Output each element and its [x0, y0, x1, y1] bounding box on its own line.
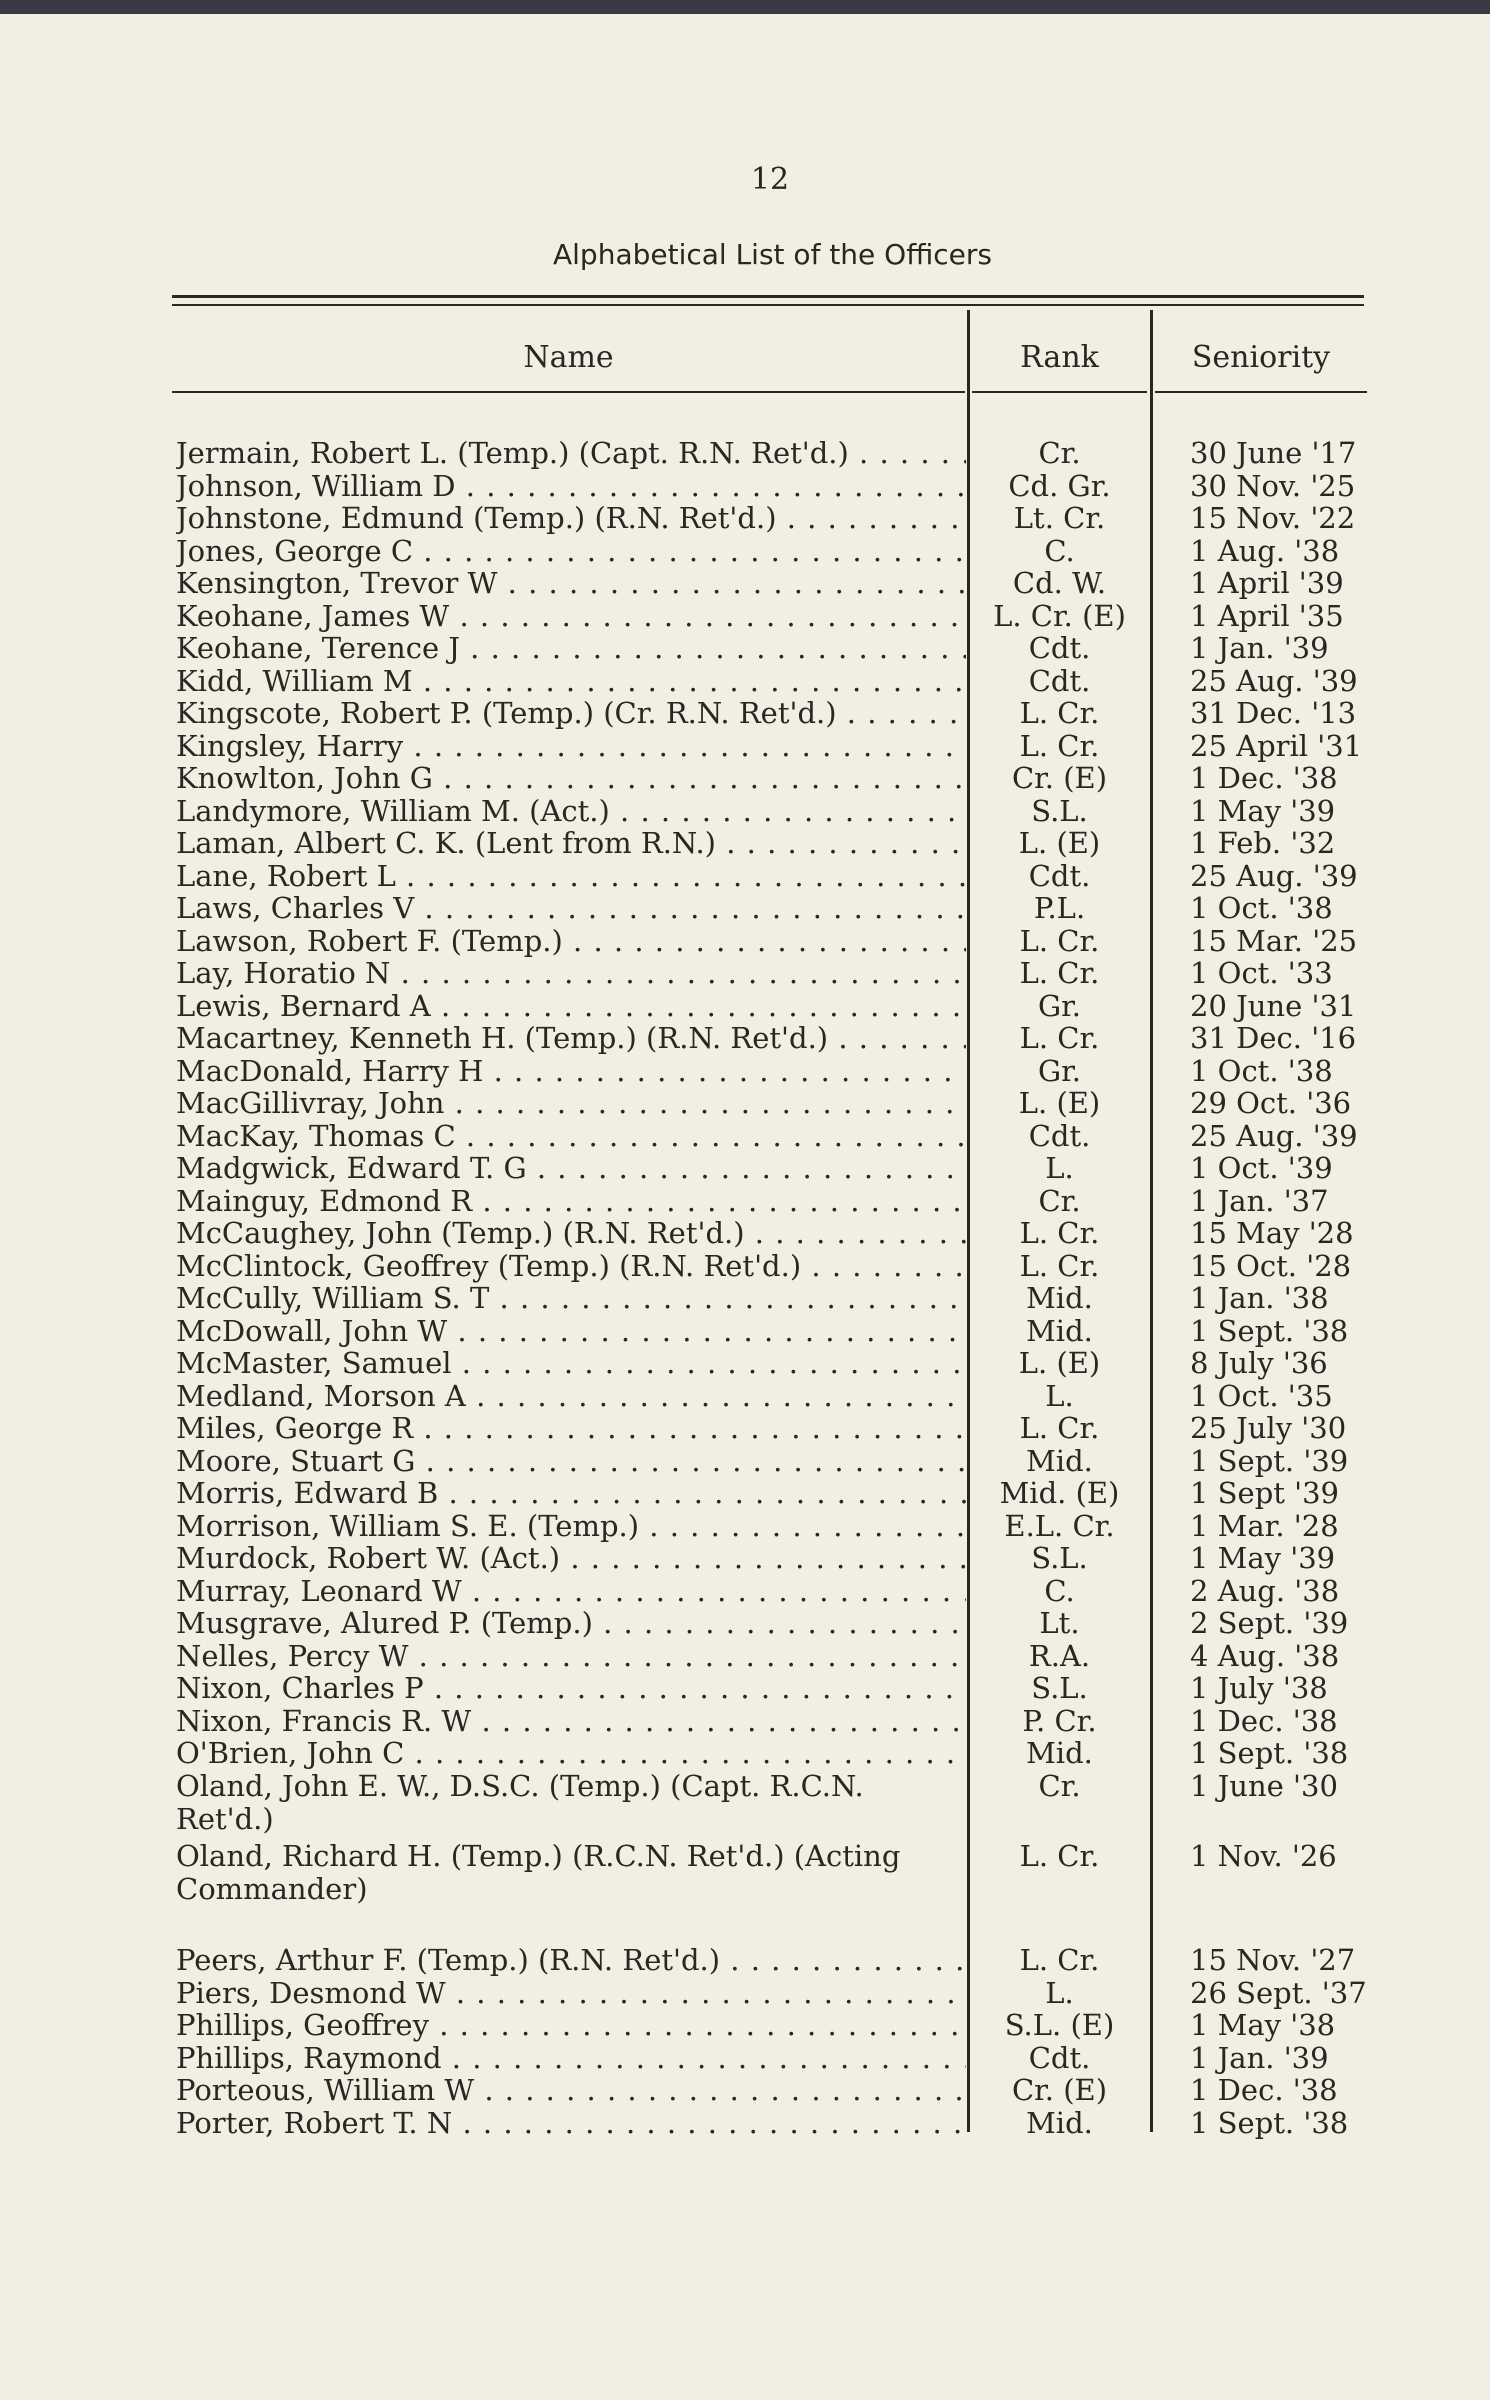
column-divider-name-rank: [967, 310, 970, 2132]
officer-seniority: 1 May '39: [1190, 1541, 1336, 1575]
officer-name: Macartney, Kenneth H. (Temp.) (R.N. Ret'd.) . . .: [176, 1022, 966, 1055]
officer-seniority: 1 Sept. '39: [1190, 1444, 1349, 1478]
officer-name: Miles, George R . . .: [176, 1412, 966, 1445]
officer-name: Oland, Richard H. (Temp.) (R.C.N. Ret'd.) (Acting Commander): [176, 1839, 901, 1906]
officer-seniority: 1 April '35: [1190, 599, 1344, 633]
officer-rank: Cdt.: [1028, 664, 1091, 698]
officer-seniority: 30 June '17: [1190, 436, 1357, 470]
officer-rank: L. Cr.: [1019, 1216, 1100, 1250]
officer-rank: Mid. (E): [999, 1476, 1120, 1510]
officer-seniority: 1 Oct. '33: [1190, 956, 1333, 990]
officer-name: Oland, John E. W., D.S.C. (Temp.) (Capt. R.C.N. Ret'd.): [176, 1769, 864, 1836]
officer-seniority: 1 Aug. '38: [1190, 534, 1340, 568]
officer-seniority: 1 Sept '39: [1190, 1476, 1340, 1510]
officer-rank: L.: [1045, 1151, 1074, 1185]
officer-rank: L. Cr. (E): [993, 599, 1126, 633]
officer-name: Johnson, William D . . .: [176, 470, 966, 503]
officer-rank: E.L. Cr.: [1004, 1509, 1115, 1543]
officer-rank: R.A.: [1028, 1639, 1091, 1673]
column-divider-rank-seniority: [1150, 310, 1153, 2132]
officer-rank: C.: [1044, 534, 1075, 568]
officer-name: Jermain, Robert L. (Temp.) (Capt. R.N. Ret'd.) . . .: [176, 437, 966, 470]
officer-name: Keohane, James W . . .: [176, 600, 966, 633]
officer-name: Madgwick, Edward T. G . . .: [176, 1152, 966, 1185]
officer-rank: L. (E): [1018, 1086, 1101, 1120]
officer-rank: Cdt.: [1028, 2041, 1091, 2075]
officer-name: Phillips, Geoffrey . . .: [176, 2009, 966, 2042]
officer-rank: L. Cr.: [1019, 1411, 1100, 1445]
officer-rank: L. Cr.: [1019, 924, 1100, 958]
officer-name: Kingscote, Robert P. (Temp.) (Cr. R.N. Ret'd.) . . .: [176, 697, 966, 730]
officer-name: MacDonald, Harry H . . .: [176, 1055, 966, 1088]
officer-name: Morris, Edward B . . .: [176, 1477, 966, 1510]
officer-name: Laws, Charles V . . .: [176, 892, 966, 925]
officer-rank: Gr.: [1037, 1054, 1082, 1088]
officer-rank: L. Cr.: [1019, 956, 1100, 990]
officer-seniority: 1 Sept. '38: [1190, 1314, 1349, 1348]
title-rule-bottom: [172, 304, 1364, 306]
officer-seniority: 15 Mar. '25: [1190, 924, 1358, 958]
officer-name: Murdock, Robert W. (Act.) . . .: [176, 1542, 966, 1575]
officer-seniority: 1 Dec. '38: [1190, 2073, 1338, 2107]
officer-seniority: 1 Jan. '38: [1190, 1281, 1329, 1315]
header-rule-rank: [972, 391, 1147, 393]
officer-seniority: 25 Aug. '39: [1190, 859, 1358, 893]
title-rule-top: [172, 295, 1364, 298]
officer-name: McCaughey, John (Temp.) (R.N. Ret'd.) . . .: [176, 1217, 966, 1250]
officer-name: Knowlton, John G . . .: [176, 762, 966, 795]
officer-seniority: 4 Aug. '38: [1190, 1639, 1340, 1673]
officer-seniority: 1 Dec. '38: [1190, 1704, 1338, 1738]
header-rule-seniority: [1155, 391, 1367, 393]
officer-seniority: 8 July '36: [1190, 1346, 1328, 1380]
officer-seniority: 25 April '31: [1190, 729, 1363, 763]
officer-name: McDowall, John W . . .: [176, 1315, 966, 1348]
officer-name: Nixon, Charles P . . .: [176, 1672, 966, 1705]
officer-seniority: 15 May '28: [1190, 1216, 1354, 1250]
officer-seniority: 1 Mar. '28: [1190, 1509, 1339, 1543]
officer-rank: Mid.: [1026, 1736, 1093, 1770]
officer-seniority: 15 Nov. '22: [1190, 501, 1356, 535]
officer-name: Peers, Arthur F. (Temp.) (R.N. Ret'd.) . . .: [176, 1944, 966, 1977]
officer-rank: Cr.: [1038, 436, 1081, 470]
officer-name: Phillips, Raymond . . .: [176, 2042, 966, 2075]
officer-name: Medland, Morson A . . .: [176, 1380, 966, 1413]
officer-name: O'Brien, John C . . .: [176, 1737, 966, 1770]
header-rule-name: [172, 391, 965, 393]
officer-seniority: 25 Aug. '39: [1190, 664, 1358, 698]
officer-name: McCully, William S. T . . .: [176, 1282, 966, 1315]
officer-seniority: 1 Jan. '37: [1190, 1184, 1329, 1218]
officer-name: Lawson, Robert F. (Temp.) . . .: [176, 925, 966, 958]
officer-seniority: 1 May '39: [1190, 794, 1336, 828]
officer-rank: Cr. (E): [1011, 2073, 1108, 2107]
officer-name: Nelles, Percy W . . .: [176, 1640, 966, 1673]
officer-name: Lay, Horatio N . . .: [176, 957, 966, 990]
officer-name: Nixon, Francis R. W . . .: [176, 1705, 966, 1738]
officer-seniority: 1 Sept. '38: [1190, 1736, 1349, 1770]
officer-name: Lane, Robert L . . .: [176, 860, 966, 893]
officer-seniority: 1 July '38: [1190, 1671, 1328, 1705]
officer-seniority: 1 Oct. '38: [1190, 1054, 1333, 1088]
officer-name: Jones, George C . . .: [176, 535, 966, 568]
officer-rank: L.: [1045, 1976, 1074, 2010]
officer-rank: P.L.: [1033, 891, 1086, 925]
officer-rank: Cd. Gr.: [1008, 469, 1111, 503]
officer-seniority: 1 June '30: [1190, 1769, 1338, 1803]
officer-name: Laman, Albert C. K. (Lent from R.N.) . . .: [176, 827, 966, 860]
officer-name: Porteous, William W . . .: [176, 2074, 966, 2107]
officer-seniority: 1 Sept. '38: [1190, 2106, 1349, 2140]
officer-seniority: 2 Sept. '39: [1190, 1606, 1349, 1640]
officer-name: Landymore, William M. (Act.) . . .: [176, 795, 966, 828]
officer-name: Lewis, Bernard A . . .: [176, 990, 966, 1023]
officer-rank: Cd. W.: [1012, 566, 1107, 600]
officer-seniority: 1 Feb. '32: [1190, 826, 1336, 860]
officer-name: Kensington, Trevor W . . .: [176, 567, 966, 600]
column-header-name: Name: [523, 340, 614, 375]
officer-rank: L.: [1045, 1379, 1074, 1413]
officer-name: McClintock, Geoffrey (Temp.) (R.N. Ret'd.) . . .: [176, 1250, 966, 1283]
officer-seniority: 1 Nov. '26: [1190, 1839, 1337, 1873]
officer-rank: C.: [1044, 1574, 1075, 1608]
officer-rank: Cr.: [1038, 1184, 1081, 1218]
page-number: 12: [750, 162, 790, 197]
officer-rank: Mid.: [1026, 1281, 1093, 1315]
officer-seniority: 25 Aug. '39: [1190, 1119, 1358, 1153]
officer-seniority: 1 Oct. '39: [1190, 1151, 1333, 1185]
officer-rank: P. Cr.: [1022, 1704, 1097, 1738]
officer-seniority: 2 Aug. '38: [1190, 1574, 1340, 1608]
officer-rank: L. (E): [1018, 826, 1101, 860]
officer-rank: Cdt.: [1028, 859, 1091, 893]
officer-seniority: 1 April '39: [1190, 566, 1344, 600]
officer-seniority: 20 June '31: [1190, 989, 1357, 1023]
officer-name: Piers, Desmond W . . .: [176, 1977, 966, 2010]
officer-seniority: 15 Nov. '27: [1190, 1943, 1356, 1977]
officer-seniority: 31 Dec. '16: [1190, 1021, 1357, 1055]
officer-name: McMaster, Samuel . . .: [176, 1347, 966, 1380]
column-header-seniority: Seniority: [1191, 340, 1331, 375]
officer-name: Keohane, Terence J . . .: [176, 632, 966, 665]
officer-name: Moore, Stuart G . . .: [176, 1445, 966, 1478]
officer-rank: Lt. Cr.: [1013, 501, 1106, 535]
officer-rank: Gr.: [1037, 989, 1082, 1023]
officer-seniority: 25 July '30: [1190, 1411, 1347, 1445]
officer-rank: Cdt.: [1028, 631, 1091, 665]
officer-seniority: 31 Dec. '13: [1190, 696, 1357, 730]
officer-name: MacKay, Thomas C . . .: [176, 1120, 966, 1153]
officer-name: Kidd, William M . . .: [176, 665, 966, 698]
officer-rank: L. Cr.: [1019, 696, 1100, 730]
officer-name: Kingsley, Harry . . .: [176, 730, 966, 763]
officer-rank: S.L. (E): [1004, 2008, 1115, 2042]
officer-seniority: 1 May '38: [1190, 2008, 1336, 2042]
officer-name: Morrison, William S. E. (Temp.) . . .: [176, 1510, 966, 1543]
officer-rank: L. Cr.: [1019, 1249, 1100, 1283]
officer-rank: S.L.: [1031, 794, 1088, 828]
column-header-rank: Rank: [1020, 340, 1099, 375]
officer-rank: L. Cr.: [1019, 1839, 1100, 1873]
officer-rank: Mid.: [1026, 1314, 1093, 1348]
officer-seniority: 30 Nov. '25: [1190, 469, 1356, 503]
officer-name: Mainguy, Edmond R . . .: [176, 1185, 966, 1218]
officer-seniority: 1 Jan. '39: [1190, 631, 1329, 665]
officer-rank: Mid.: [1026, 2106, 1093, 2140]
officer-seniority: 1 Jan. '39: [1190, 2041, 1329, 2075]
officer-seniority: 15 Oct. '28: [1190, 1249, 1352, 1283]
officer-rank: S.L.: [1031, 1541, 1088, 1575]
officer-name: Musgrave, Alured P. (Temp.) . . .: [176, 1607, 966, 1640]
officer-rank: L. Cr.: [1019, 729, 1100, 763]
officer-name: Johnstone, Edmund (Temp.) (R.N. Ret'd.) . . .: [176, 502, 966, 535]
officer-name: Porter, Robert T. N . . .: [176, 2107, 966, 2140]
officer-rank: Cdt.: [1028, 1119, 1091, 1153]
officer-rank: S.L.: [1031, 1671, 1088, 1705]
officer-name: MacGillivray, John . . .: [176, 1087, 966, 1120]
page-title: Alphabetical List of the Officers: [552, 238, 993, 271]
officer-rank: L. Cr.: [1019, 1943, 1100, 1977]
officer-rank: Cr.: [1038, 1769, 1081, 1803]
officer-seniority: 29 Oct. '36: [1190, 1086, 1352, 1120]
page-top-edge: [0, 0, 1490, 14]
officer-name: Murray, Leonard W . . .: [176, 1575, 966, 1608]
officer-rank: L. (E): [1018, 1346, 1101, 1380]
officer-seniority: 1 Dec. '38: [1190, 761, 1338, 795]
officer-rank: Mid.: [1026, 1444, 1093, 1478]
officer-seniority: 1 Oct. '38: [1190, 891, 1333, 925]
officer-seniority: 26 Sept. '37: [1190, 1976, 1367, 2010]
officer-rank: Cr. (E): [1011, 761, 1108, 795]
officer-seniority: 1 Oct. '35: [1190, 1379, 1333, 1413]
officer-rank: L. Cr.: [1019, 1021, 1100, 1055]
officer-rank: Lt.: [1039, 1606, 1080, 1640]
